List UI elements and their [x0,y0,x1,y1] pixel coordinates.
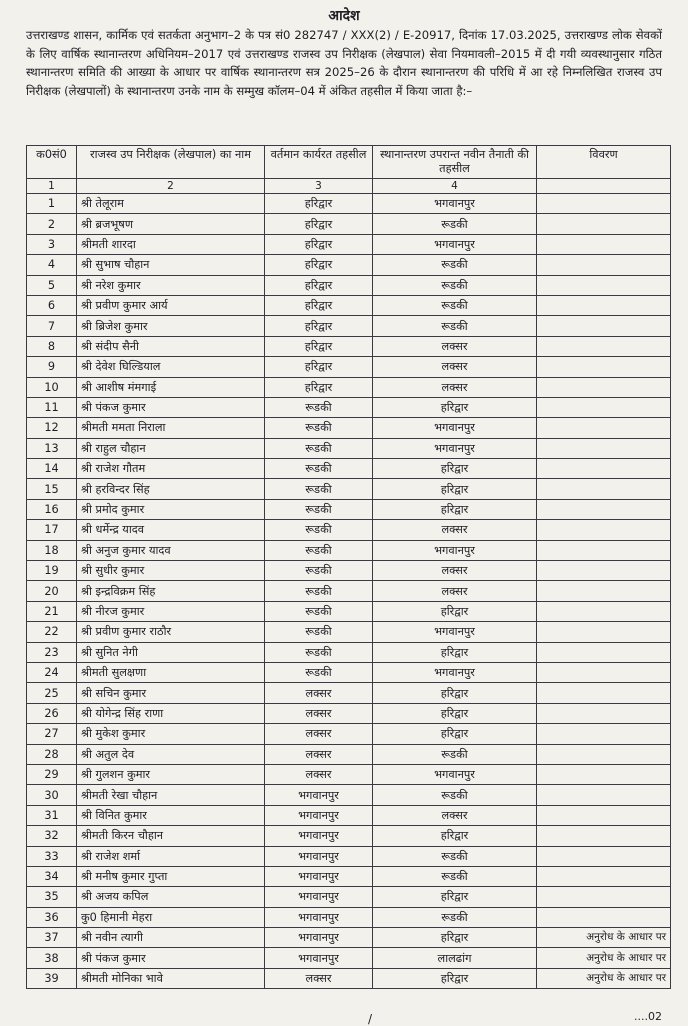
table-row [27,968,671,988]
cell-remark [537,418,671,438]
cell-serial: 12 [27,418,77,438]
cell-new-tehsil: हरिद्वार [373,703,537,723]
header-current-tehsil: वर्तमान कार्यरत तहसील [265,146,373,179]
cell-remark [537,805,671,825]
cell-name: श्री सुनित नेगी [77,642,265,662]
cell-name: श्री संदीप सैनी [77,336,265,356]
table-row [27,662,671,682]
cell-new-tehsil: हरिद्वार [373,887,537,907]
cell-remark [537,234,671,254]
cell-remark [537,764,671,784]
cell-name: श्री विनित कुमार [77,805,265,825]
column-number: 4 [373,179,537,194]
header-serial: क0सं0 [27,146,77,179]
cell-remark [537,601,671,621]
cell-name: श्रीमती किरन चौहान [77,826,265,846]
table-row [27,357,671,377]
cell-name: श्री धर्मेन्द्र यादव [77,520,265,540]
table-row [27,397,671,417]
cell-current-tehsil: रूडकी [265,662,373,682]
table-row [27,499,671,519]
header-remarks: विवरण [537,146,671,179]
table-row [27,928,671,948]
cell-new-tehsil: भगवानपुर [373,234,537,254]
cell-name: श्री प्रमोद कुमार [77,499,265,519]
cell-name: कु0 हिमानी मेहरा [77,907,265,927]
cell-new-tehsil: लक्सर [373,581,537,601]
cell-new-tehsil: हरिद्वार [373,683,537,703]
cell-serial: 32 [27,826,77,846]
table-row [27,540,671,560]
cell-name: श्री आशीष मंमगाई [77,377,265,397]
cell-serial: 23 [27,642,77,662]
cell-name: श्री सचिन कुमार [77,683,265,703]
cell-name: श्री राजेश शर्मा [77,846,265,866]
cell-name: श्री राहुल चौहान [77,438,265,458]
cell-name: श्री इन्द्रविक्रम सिंह [77,581,265,601]
cell-current-tehsil: हरिद्वार [265,336,373,356]
cell-serial: 20 [27,581,77,601]
cell-new-tehsil: रूडकी [373,744,537,764]
cell-serial: 7 [27,316,77,336]
table-row [27,255,671,275]
cell-serial: 19 [27,561,77,581]
cell-remark [537,683,671,703]
cell-serial: 35 [27,887,77,907]
cell-new-tehsil: हरिद्वार [373,601,537,621]
cell-remark [537,642,671,662]
cell-current-tehsil: भगवानपुर [265,785,373,805]
table-row [27,866,671,886]
cell-current-tehsil: रूडकी [265,642,373,662]
table-row [27,683,671,703]
cell-remark [537,724,671,744]
cell-serial: 27 [27,724,77,744]
table-row [27,846,671,866]
cell-name: श्री नीरज कुमार [77,601,265,621]
cell-name: श्री मनीष कुमार गुप्ता [77,866,265,886]
cell-remark [537,866,671,886]
cell-current-tehsil: हरिद्वार [265,316,373,336]
cell-name: श्री देवेश घिल्डियाल [77,357,265,377]
cell-remark [537,295,671,315]
table-header-row [27,146,671,179]
cell-new-tehsil: लक्सर [373,377,537,397]
cell-new-tehsil: हरिद्वार [373,928,537,948]
cell-current-tehsil: रूडकी [265,438,373,458]
cell-name: श्री पंकज कुमार [77,397,265,417]
table-row [27,520,671,540]
table-row [27,622,671,642]
cell-current-tehsil: लक्सर [265,968,373,988]
cell-new-tehsil: हरिद्वार [373,826,537,846]
cell-serial: 24 [27,662,77,682]
cell-current-tehsil: भगवानपुर [265,887,373,907]
order-heading: आदेश [328,8,360,24]
footer-mark: / [368,1012,373,1026]
cell-new-tehsil: रूडकी [373,295,537,315]
cell-serial: 6 [27,295,77,315]
transfer-table [26,145,671,989]
table-row [27,316,671,336]
cell-remark [537,214,671,234]
cell-name: श्रीमती ममता निराला [77,418,265,438]
cell-remark [537,377,671,397]
column-number [537,179,671,194]
cell-current-tehsil: रूडकी [265,540,373,560]
cell-current-tehsil: रूडकी [265,499,373,519]
cell-name: श्रीमती मोनिका भावे [77,968,265,988]
column-number: 2 [77,179,265,194]
cell-remark [537,561,671,581]
cell-current-tehsil: भगवानपुर [265,826,373,846]
cell-new-tehsil: रूडकी [373,907,537,927]
cell-remark [537,459,671,479]
table-row [27,724,671,744]
cell-name: श्री नवीन त्यागी [77,928,265,948]
cell-remark [537,336,671,356]
cell-current-tehsil: रूडकी [265,581,373,601]
table-row [27,295,671,315]
cell-name: श्री प्रवीण कुमार राठौर [77,622,265,642]
cell-serial: 22 [27,622,77,642]
cell-name: श्रीमती सुलक्षणा [77,662,265,682]
cell-serial: 4 [27,255,77,275]
cell-serial: 15 [27,479,77,499]
cell-serial: 5 [27,275,77,295]
cell-new-tehsil: भगवानपुर [373,662,537,682]
table-row [27,377,671,397]
cell-serial: 3 [27,234,77,254]
cell-new-tehsil: हरिद्वार [373,724,537,744]
table-row [27,275,671,295]
cell-serial: 8 [27,336,77,356]
cell-remark [537,316,671,336]
cell-new-tehsil: लक्सर [373,561,537,581]
order-intro-paragraph: उत्तराखण्ड शासन, कार्मिक एवं सतर्कता अनुभाग–2 के पत्र सं0 282747 / XXX(2) / E-20917, दिनांक 17.03.2025, उत्तराखण्ड लोक सेवकों के लिए वार्षिक स्थानान्तरण अधिनियम–2017 एवं उत्तराखण्ड राजस्व उप निरीक्षक (लेखपाल) सेवा नियमावली–2015 में दी गयी व्यवस्थानुसार गठित स्थानान्तरण समिति की आख्या के आधार पर वार्षिक स्थानान्तरण सत्र 2025–26 के दौरान स्थानान्तरण की परिधि में आ रहे निम्नलिखित राजस्व उप निरीक्षक (लेखपालों) के स्थानान्तरण उनके नाम के सम्मुख कॉलम–04 में अंकित तहसील में किया जाता है:– [26,28,662,98]
cell-current-tehsil: भगवानपुर [265,948,373,968]
table-row [27,194,671,214]
cell-remark [537,581,671,601]
cell-remark [537,397,671,417]
cell-remark [537,785,671,805]
cell-remark [537,887,671,907]
cell-new-tehsil: हरिद्वार [373,642,537,662]
cell-current-tehsil: भगवानपुर [265,907,373,927]
cell-current-tehsil: लक्सर [265,724,373,744]
cell-remark [537,703,671,723]
cell-current-tehsil: भगवानपुर [265,928,373,948]
table-row [27,418,671,438]
cell-serial: 11 [27,397,77,417]
cell-remark [537,744,671,764]
table-row [27,703,671,723]
cell-new-tehsil: हरिद्वार [373,499,537,519]
cell-serial: 10 [27,377,77,397]
cell-serial: 28 [27,744,77,764]
cell-new-tehsil: भगवानपुर [373,540,537,560]
cell-serial: 29 [27,764,77,784]
cell-name: श्री सुधीर कुमार [77,561,265,581]
cell-name: श्री हरविन्दर सिंह [77,479,265,499]
cell-new-tehsil: लक्सर [373,357,537,377]
cell-serial: 34 [27,866,77,886]
cell-current-tehsil: लक्सर [265,744,373,764]
table-row [27,805,671,825]
cell-name: श्री राजेश गौतम [77,459,265,479]
cell-new-tehsil: भगवानपुर [373,438,537,458]
cell-name: श्रीमती शारदा [77,234,265,254]
cell-current-tehsil: रूडकी [265,418,373,438]
cell-serial: 9 [27,357,77,377]
cell-serial: 37 [27,928,77,948]
table-row [27,581,671,601]
cell-name: श्री ब्रिजेश कुमार [77,316,265,336]
cell-serial: 38 [27,948,77,968]
column-number: 3 [265,179,373,194]
cell-serial: 25 [27,683,77,703]
cell-current-tehsil: रूडकी [265,601,373,621]
table-row [27,887,671,907]
cell-remark [537,540,671,560]
cell-current-tehsil: हरिद्वार [265,214,373,234]
cell-remark: अनुरोध के आधार पर [537,928,671,948]
cell-current-tehsil: हरिद्वार [265,275,373,295]
cell-name: श्री तेलूराम [77,194,265,214]
cell-new-tehsil: रूडकी [373,255,537,275]
cell-serial: 13 [27,438,77,458]
cell-current-tehsil: रूडकी [265,520,373,540]
header-name: राजस्व उप निरीक्षक (लेखपाल) का नाम [77,146,265,179]
cell-name: श्री अतुल देव [77,744,265,764]
cell-current-tehsil: हरिद्वार [265,194,373,214]
table-row [27,744,671,764]
cell-new-tehsil: लालढांग [373,948,537,968]
cell-remark: अनुरोध के आधार पर [537,968,671,988]
cell-current-tehsil: लक्सर [265,703,373,723]
cell-current-tehsil: हरिद्वार [265,255,373,275]
cell-name: श्री नरेश कुमार [77,275,265,295]
cell-remark [537,255,671,275]
table-row [27,459,671,479]
cell-new-tehsil: भगवानपुर [373,194,537,214]
table-row [27,785,671,805]
table-row [27,601,671,621]
cell-current-tehsil: भगवानपुर [265,866,373,886]
table-row [27,479,671,499]
cell-name: श्री ब्रजभूषण [77,214,265,234]
cell-remark: अनुरोध के आधार पर [537,948,671,968]
cell-name: श्री मुकेश कुमार [77,724,265,744]
cell-remark [537,826,671,846]
cell-serial: 39 [27,968,77,988]
cell-name: श्री योगेन्द्र सिंह राणा [77,703,265,723]
cell-name: श्रीमती रेखा चौहान [77,785,265,805]
cell-new-tehsil: रूडकी [373,785,537,805]
cell-new-tehsil: रूडकी [373,846,537,866]
cell-new-tehsil: हरिद्वार [373,397,537,417]
column-number-row [27,179,671,194]
header-new-tehsil: स्थानान्तरण उपरान्त नवीन तैनाती की तहसील [373,146,537,179]
cell-serial: 31 [27,805,77,825]
table-body [27,179,671,989]
cell-new-tehsil: भगवानपुर [373,764,537,784]
cell-new-tehsil: रूडकी [373,866,537,886]
cell-remark [537,622,671,642]
cell-remark [537,357,671,377]
table-row [27,214,671,234]
cell-new-tehsil: रूडकी [373,214,537,234]
cell-current-tehsil: हरिद्वार [265,377,373,397]
table-row [27,764,671,784]
cell-current-tehsil: रूडकी [265,561,373,581]
cell-current-tehsil: हरिद्वार [265,295,373,315]
cell-name: श्री अनुज कुमार यादव [77,540,265,560]
table-row [27,948,671,968]
cell-remark [537,479,671,499]
cell-new-tehsil: रूडकी [373,316,537,336]
cell-name: श्री सुभाष चौहान [77,255,265,275]
cell-serial: 30 [27,785,77,805]
cell-remark [537,194,671,214]
cell-name: श्री प्रवीण कुमार आर्य [77,295,265,315]
cell-current-tehsil: हरिद्वार [265,357,373,377]
cell-new-tehsil: हरिद्वार [373,479,537,499]
cell-current-tehsil: हरिद्वार [265,234,373,254]
cell-new-tehsil: लक्सर [373,336,537,356]
table-row [27,907,671,927]
cell-remark [537,846,671,866]
table-row [27,561,671,581]
table-row [27,438,671,458]
table-row [27,336,671,356]
cell-current-tehsil: लक्सर [265,683,373,703]
cell-current-tehsil: रूडकी [265,479,373,499]
cell-new-tehsil: रूडकी [373,275,537,295]
cell-remark [537,520,671,540]
cell-current-tehsil: रूडकी [265,397,373,417]
cell-current-tehsil: भगवानपुर [265,846,373,866]
cell-remark [537,907,671,927]
cell-serial: 21 [27,601,77,621]
cell-new-tehsil: हरिद्वार [373,459,537,479]
cell-remark [537,662,671,682]
cell-name: श्री गुलशन कुमार [77,764,265,784]
cell-serial: 16 [27,499,77,519]
cell-current-tehsil: लक्सर [265,764,373,784]
cell-serial: 33 [27,846,77,866]
cell-name: श्री पंकज कुमार [77,948,265,968]
cell-serial: 26 [27,703,77,723]
cell-serial: 18 [27,540,77,560]
cell-current-tehsil: रूडकी [265,622,373,642]
cell-new-tehsil: लक्सर [373,805,537,825]
table-row [27,826,671,846]
cell-new-tehsil: हरिद्वार [373,968,537,988]
cell-current-tehsil: रूडकी [265,459,373,479]
cell-serial: 17 [27,520,77,540]
column-number: 1 [27,179,77,194]
page-number: ....02 [634,1010,662,1023]
cell-serial: 1 [27,194,77,214]
cell-serial: 36 [27,907,77,927]
cell-current-tehsil: भगवानपुर [265,805,373,825]
cell-new-tehsil: भगवानपुर [373,622,537,642]
cell-remark [537,499,671,519]
table-row [27,234,671,254]
table-row [27,642,671,662]
cell-new-tehsil: लक्सर [373,520,537,540]
cell-name: श्री अजय कपिल [77,887,265,907]
cell-remark [537,438,671,458]
cell-new-tehsil: भगवानपुर [373,418,537,438]
cell-serial: 14 [27,459,77,479]
cell-remark [537,275,671,295]
cell-serial: 2 [27,214,77,234]
